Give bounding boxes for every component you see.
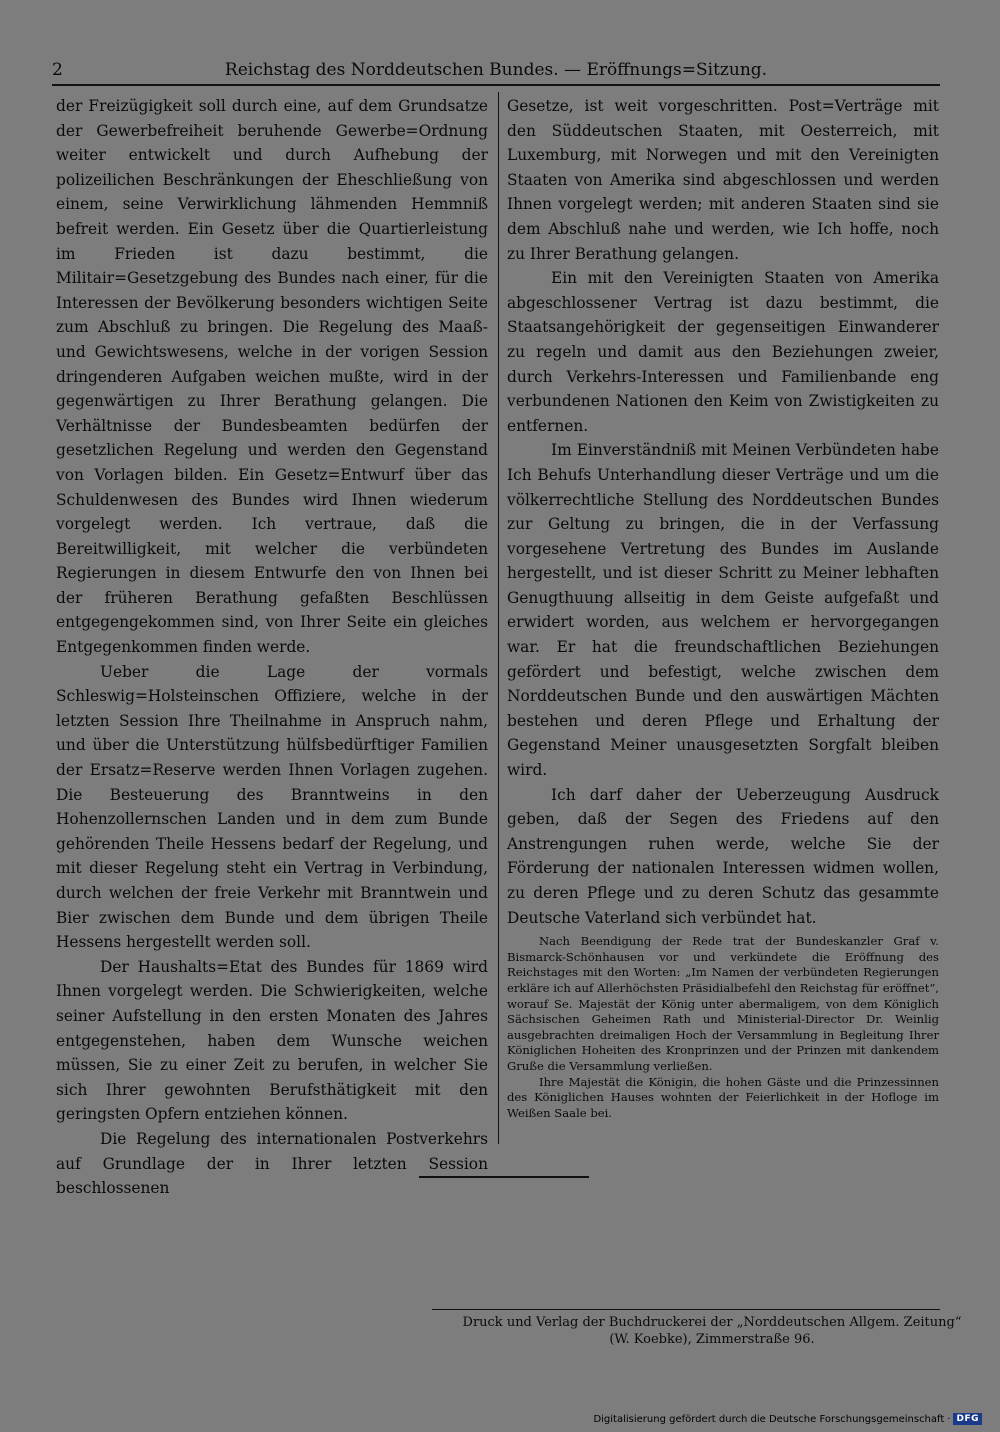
paragraph: Gesetze, ist weit vorgeschritten. Post=Verträge mit den Süddeutschen Staaten, mit Oesterreich, mit Luxemburg, mit Norwegen und mit den Vereinigten Staaten von Amerika sind abgeschlossen und werden Ihnen vorgelegt werden; mit anderen Staaten sind sie dem Abschluß nahe und werden, wie Ich hoffe, noch zu Ihrer Berathung gelangen. <box>507 97 939 263</box>
column-divider <box>498 92 499 1144</box>
imprint-line: (W. Koebke), Zimmerstraße 96. <box>609 1332 815 1347</box>
dfg-credit-dot: · <box>947 1413 951 1425</box>
end-rule <box>419 1176 589 1178</box>
note-paragraph: Ihre Majestät die Königin, die hohen Gäste und die Prinzessinnen des Königlichen Hauses wohnten der Feierlichkeit in der Hofloge im Weißen Saale bei. <box>507 1074 939 1120</box>
paragraph: Der Haushalts=Etat des Bundes für 1869 wird Ihnen vorgelegt werden. Die Schwierigkeiten, welche seiner Aufstellung in den ersten Monaten des Jahres entgegenstehen, haben dem Wunsche weichen müssen, Sie zu einer Zeit zu berufen, in welcher Sie sich Ihrer gewohnten Berufsthätigkeit mit den geringsten Opfern entziehen können. <box>56 957 488 1124</box>
paragraph: Die Regelung des internationalen Postverkehrs auf Grundlage der in Ihrer letzten Session beschlossenen <box>56 1129 488 1198</box>
header-rule <box>52 84 940 86</box>
note-paragraph: Nach Beendigung der Rede trat der Bundeskanzler Graf v. Bismarck-Schönhausen vor und verkündete die Eröffnung des Reichstages mit den Worten: „Im Namen der verbündeten Regierungen erkläre ich auf Allerhöchsten Präsidialbefehl den Reichstag für eröffnet“, worauf Se. Majestät der König unter abermaligem, von dem Königlich Sächsischen Geheimen Rath und Ministerial-Director Dr. Weinlig ausgebrachten dreimaligen Hoch der Versammlung in Begleitung Ihrer Königlichen Hoheiten des Kronprinzen und der Prinzen mit dankendem Gruße die Versammlung verließen. <box>507 934 939 1073</box>
paragraph: Ich darf daher der Ueberzeugung Ausdruck geben, daß der Segen des Friedens auf den Anstrengungen ruhen werde, welche Sie der Förderung der nationalen Interessen widmen wollen, zu deren Pflege und zu deren Schutz das gesammte Deutsche Vaterland sich verbündet hat. <box>507 785 939 927</box>
page-title: Reichstag des Norddeutschen Bundes. — Eröffnungs=Sitzung. <box>224 60 768 80</box>
paragraph: Im Einverständniß mit Meinen Verbündeten habe Ich Behufs Unterhandlung dieser Verträge und um die völkerrechtliche Stellung des Norddeutschen Bundes zur Geltung zu bringen, die in der Verfassung vorgesehene Vertretung des Bundes im Auslande hergestellt, und ist dieser Schritt zu Meiner lebhaften Genugthuung allseitig in dem Geiste aufgefaßt und erwidert worden, aus welchem er hervorgegangen war. Er hat die freundschaftlichen Beziehungen gefördert und befestigt, welche zwischen dem Norddeutschen Bunde und den auswärtigen Mächten bestehen und deren Pflege und Erhaltung der Gegenstand Meiner unausgesetzten Sorgfalt bleiben wird. <box>507 441 939 780</box>
paragraph: der Freizügigkeit soll durch eine, auf dem Grundsatze der Gewerbefreiheit beruhende Gewerbe=Ordnung weiter entwickelt und durch Aufhebung der polizeilichen Beschränkungen der Eheschließung von einem, seine Verwirklichung lähmenden Hemmniß befreit werden. Ein Gesetz über die Quartierleistung im Frieden ist dazu bestimmt, die Militair=Gesetzgebung des Bundes nach einer, für die Interessen der Bevölkerung besonders wichtigen Seite zum Abschluß zu bringen. Die Regelung des Maaß- und Gewichtswesens, welche in der vorigen Session dringenderen Aufgaben weichen mußte, wird in der gegenwärtigen zu Ihrer Berathung gelangen. Die Verhältnisse der Bundesbeamten bedürfen der gesetzlichen Regelung und werden den Gegenstand von Vorlagen bilden. Ein Gesetz=Entwurf über das Schuldenwesen des Bundes wird Ihnen wiederum vorgelegt werden. Ich vertraue, daß die Bereitwilligkeit, mit welcher die verbündeten Regierungen in diesem Entwurfe den von Ihnen bei der früheren Berathung gefaßten Beschlüssen entgegengekommen sind, von Ihrer Seite ein gleiches Entgegenkommen finden werde. <box>56 97 488 657</box>
left-column <box>56 94 488 1201</box>
dfg-credit-text: Digitalisierung gefördert durch die Deutsche Forschungsgemeinschaft <box>593 1413 945 1425</box>
page-header <box>52 58 940 82</box>
dfg-logo-icon: DFG <box>953 1413 982 1425</box>
right-column <box>507 94 939 1121</box>
page-number: 2 <box>52 60 63 80</box>
paragraph: Ueber die Lage der vormals Schleswig=Holsteinschen Offiziere, welche in der letzten Session Ihre Theilnahme in Anspruch nahm, und über die Unterstützung hülfsbedürftiger Familien der Ersatz=Reserve werden Ihnen Vorlagen zugehen. Die Besteuerung des Branntweins in den Hohenzollernschen Landen und in dem zum Bunde gehörenden Theile Hessens bedarf der Regelung, und mit dieser Regelung steht ein Vertrag in Verbindung, durch welchen der freie Verkehr mit Branntwein und Bier zwischen dem Bunde und dem übrigen Theile Hessens hergestellt werden soll. <box>56 662 488 952</box>
footer-rule <box>432 1309 940 1310</box>
dfg-credit <box>593 1413 982 1425</box>
imprint-line: Druck und Verlag der Buchdruckerei der „Norddeutschen Allgem. Zeitung“ <box>462 1315 962 1330</box>
imprint <box>432 1314 992 1348</box>
paragraph: Ein mit den Vereinigten Staaten von Amerika abgeschlossener Vertrag ist dazu bestimmt, die Staatsangehörigkeit der gegenseitigen Einwanderer zu regeln und damit aus den Beziehungen zweier, durch Verkehrs-Interessen und Familienbande eng verbundenen Nationen den Keim von Zwistigkeiten zu entfernen. <box>507 269 939 435</box>
